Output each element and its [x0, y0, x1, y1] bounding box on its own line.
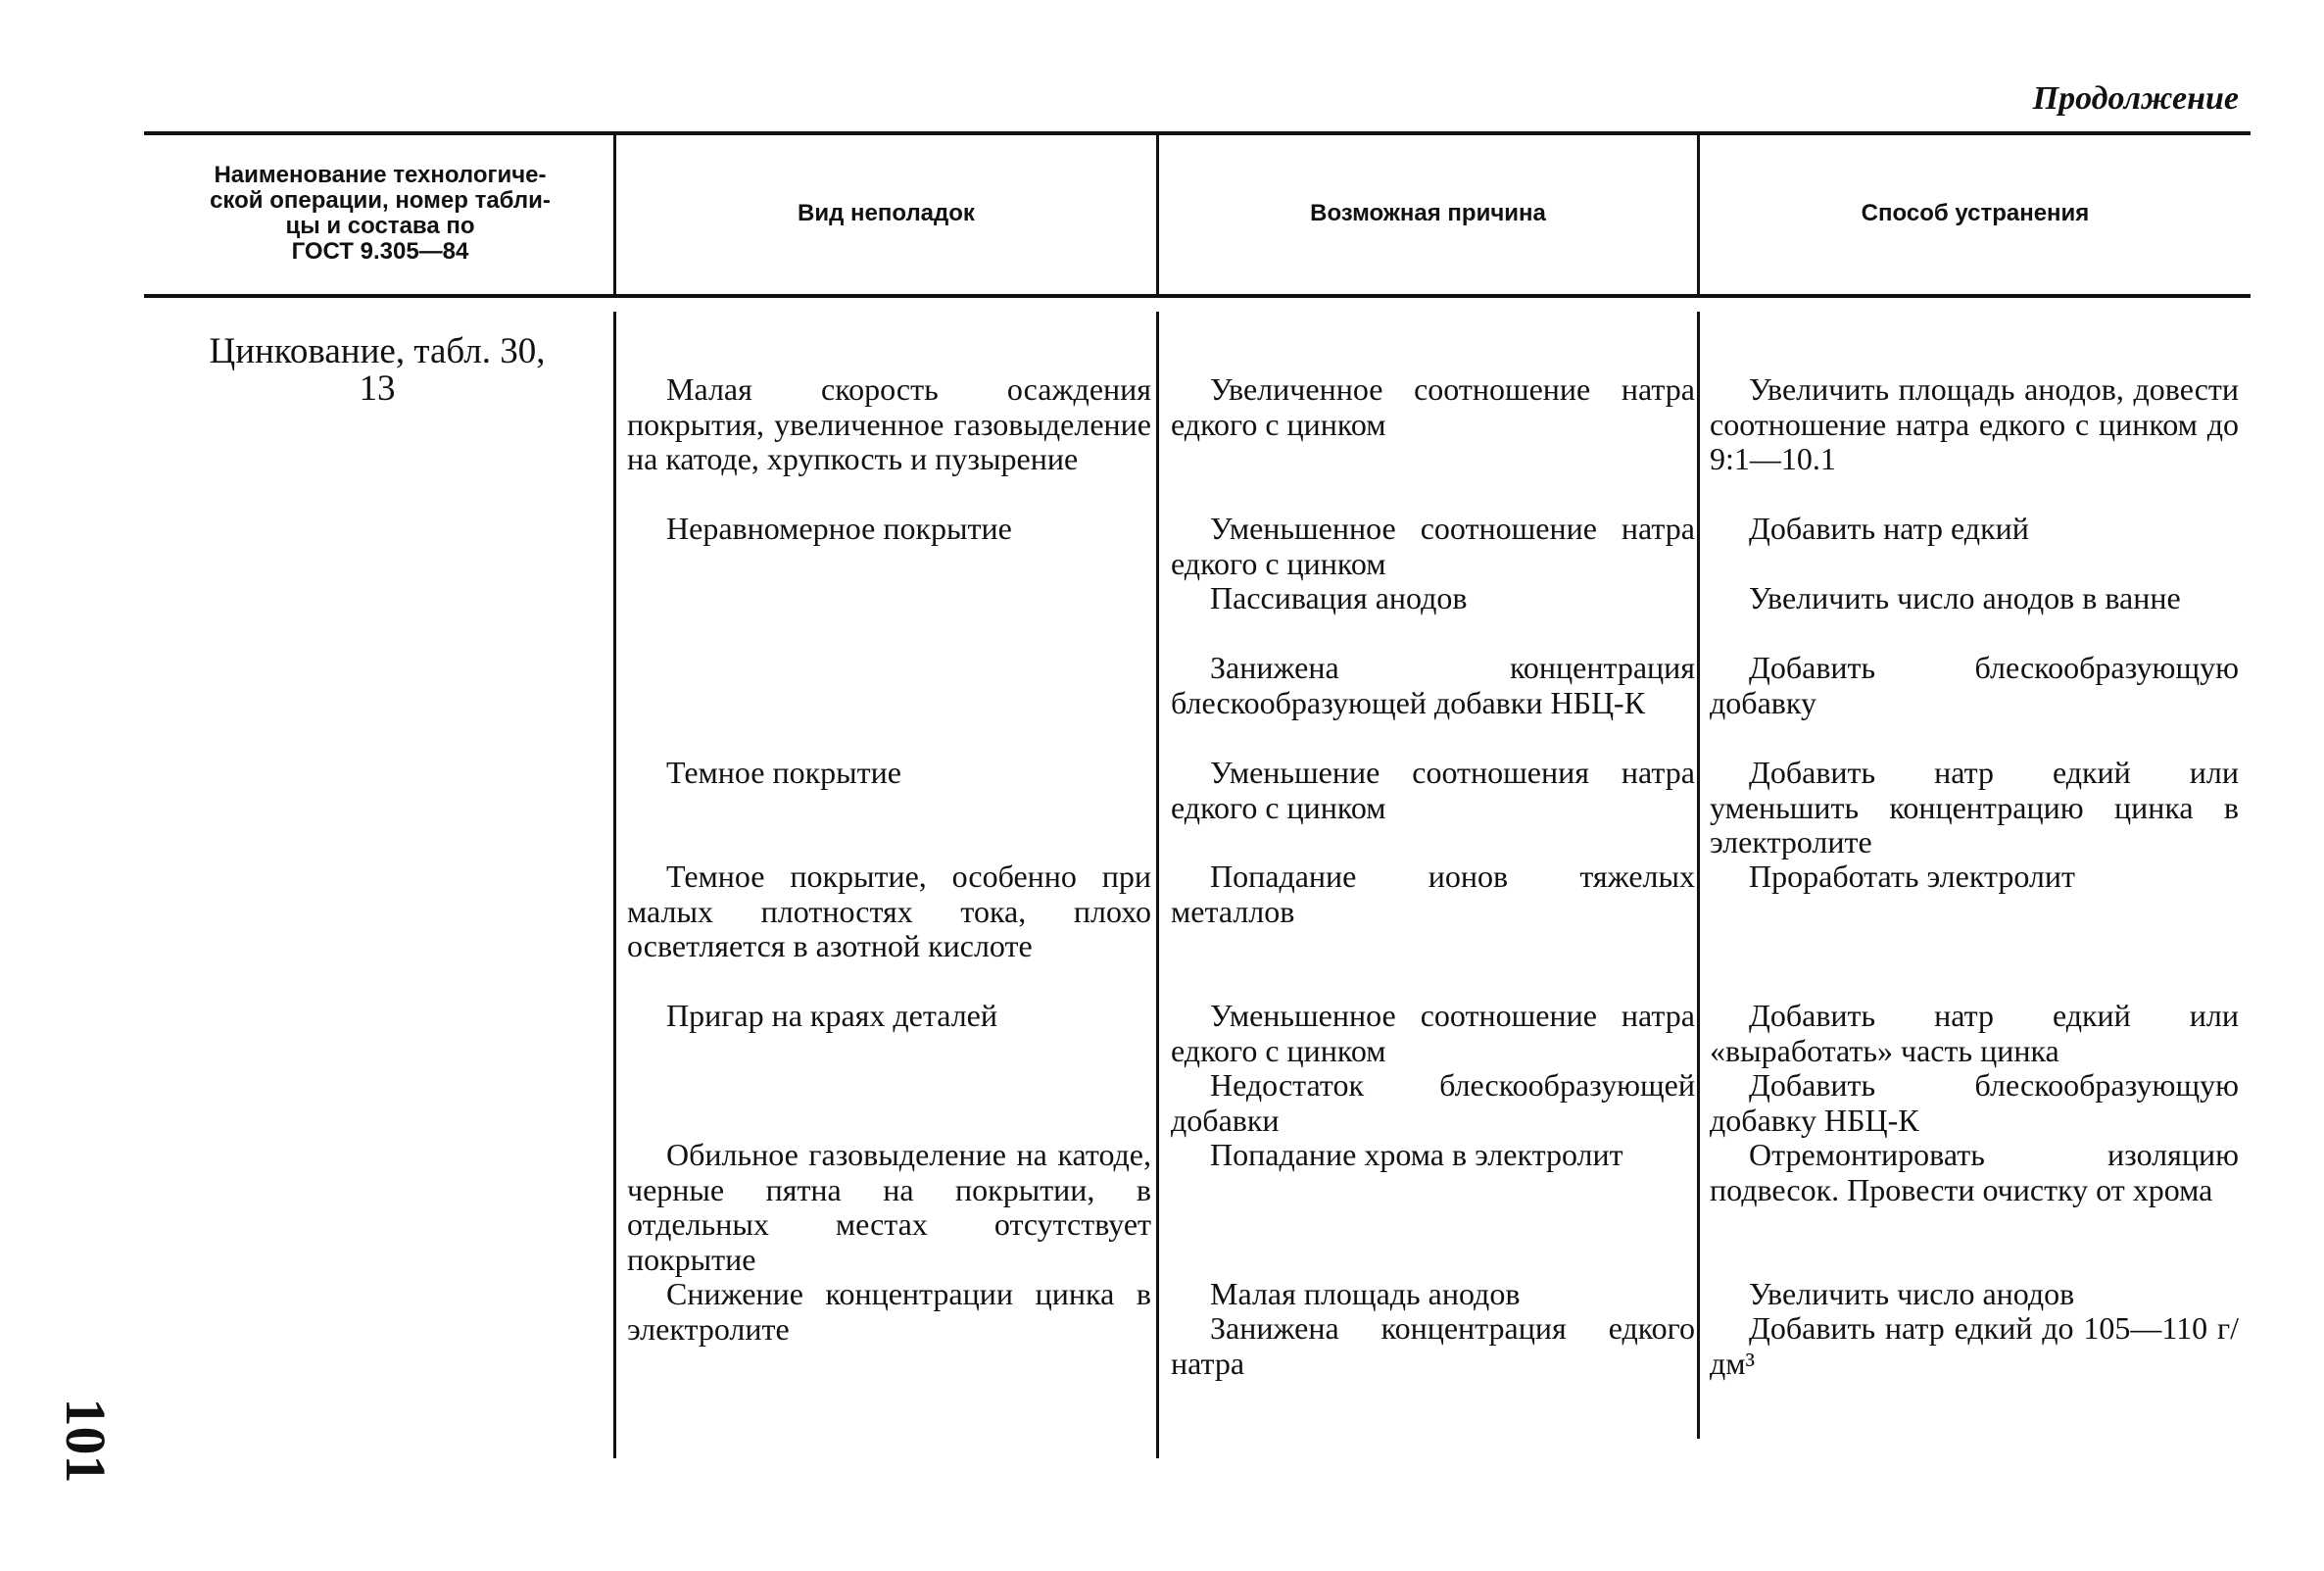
remedy-cell-text: Увеличить число анодов в ванне [1749, 580, 2181, 615]
remedy-cell [1710, 756, 2239, 860]
cause-cell [1171, 1138, 1695, 1173]
cause-cell-text: Попадание хрома в электролит [1210, 1137, 1623, 1172]
defect-cell [627, 859, 1151, 964]
cause-cell-text: Увеличенное соотношение натра едкого с цинком [1171, 371, 1695, 442]
cause-cell-text: Уменьшенное соотношение натра едкого с цинком [1171, 511, 1695, 581]
defect-cell-text: Малая скорость осаждения покрытия, увеличенное газовыделение на катоде, хрупкость и пузырение [627, 371, 1151, 476]
cause-cell-text: Малая площадь анодов [1210, 1276, 1521, 1311]
defect-cell-text: Неравномерное покрытие [666, 511, 1012, 546]
defect-cell [627, 512, 1151, 547]
continued-label: Продолжение [2032, 80, 2239, 117]
defect-cell [627, 1277, 1151, 1347]
cause-cell [1171, 1277, 1695, 1312]
defect-cell [627, 372, 1151, 477]
header-remedy [1700, 135, 2251, 292]
body-divider-2 [1156, 312, 1159, 1458]
remedy-cell [1710, 1138, 2239, 1207]
remedy-cell-text: Добавить натр едкий до 105—110 г/дм³ [1710, 1310, 2239, 1381]
remedy-cell-text: Добавить блескообразующую добавку НБЦ-К [1710, 1067, 2239, 1138]
remedy-cell [1710, 1311, 2239, 1381]
body-divider-1 [613, 312, 616, 1458]
defect-cell-text: Пригар на краях деталей [666, 998, 997, 1033]
remedy-cell-text: Увеличить число анодов [1749, 1276, 2075, 1311]
cause-cell [1171, 859, 1695, 929]
cause-cell [1171, 581, 1695, 616]
defect-cell-text: Темное покрытие, особенно при малых плотностях тока, плохо осветляется в азотной кислоте [627, 859, 1151, 963]
cause-cell [1171, 1311, 1695, 1381]
remedy-cell [1710, 581, 2239, 616]
remedy-cell-text: Добавить натр едкий или «выработать» часть цинка [1710, 998, 2239, 1068]
cause-cell-text: Занижена концентрация едкого натра [1171, 1310, 1695, 1381]
remedy-cell [1710, 859, 2239, 895]
cause-cell [1171, 651, 1695, 720]
header-defect [616, 135, 1156, 292]
cause-cell-text: Недостаток блескообразующей добавки [1171, 1067, 1695, 1138]
operation-cell [157, 333, 598, 408]
defect-cell [627, 1138, 1151, 1277]
cause-cell [1171, 372, 1695, 442]
page-number: 101 [54, 1398, 118, 1484]
cause-cell-text: Попадание ионов тяжелых металлов [1171, 859, 1695, 929]
cause-cell-text: Занижена концентрация блескообразующей добавки НБЦ-К [1171, 650, 1695, 720]
remedy-cell-text: Отремонтировать изоляцию подвесок. Провести очистку от хрома [1710, 1137, 2239, 1207]
header-operation-line: ГОСТ 9.305—84 [291, 238, 469, 265]
operation-number: 13 [359, 368, 396, 409]
cause-cell-text: Уменьшение соотношения натра едкого с цинком [1171, 755, 1695, 825]
remedy-cell [1710, 372, 2239, 477]
cause-cell [1171, 756, 1695, 825]
remedy-cell-text: Увеличить площадь анодов, довести соотношение натра едкого с цинком до 9:1—10.1 [1710, 371, 2239, 476]
remedy-cell-text: Добавить натр едкий или уменьшить концентрацию цинка в электролите [1710, 755, 2239, 859]
defect-cell [627, 756, 1151, 791]
header-defect-label: Вид неполадок [798, 200, 975, 226]
remedy-cell-text: Добавить блескообразующую добавку [1710, 650, 2239, 720]
remedy-cell-text: Проработать электролит [1749, 859, 2075, 894]
remedy-cell [1710, 512, 2239, 547]
remedy-cell [1710, 1068, 2239, 1138]
remedy-cell [1710, 1277, 2239, 1312]
header-bottom-rule [144, 294, 2251, 298]
header-operation-line: цы и состава по [285, 213, 475, 239]
defect-cell-text: Снижение концентрации цинка в электролите [627, 1276, 1151, 1347]
remedy-cell [1710, 999, 2239, 1068]
header-cause [1159, 135, 1697, 292]
header-cause-label: Возможная причина [1310, 200, 1546, 226]
cause-cell-text: Пассивация анодов [1210, 580, 1468, 615]
cause-cell [1171, 512, 1695, 581]
cause-cell [1171, 1068, 1695, 1138]
defect-cell-text: Темное покрытие [666, 755, 901, 790]
remedy-cell [1710, 651, 2239, 720]
body-divider-3 [1697, 312, 1700, 1439]
cause-cell-text: Уменьшенное соотношение натра едкого с цинком [1171, 998, 1695, 1068]
header-operation [147, 135, 613, 292]
header-operation-line: Наименование технологиче- [214, 162, 547, 188]
defect-cell-text: Обильное газовыделение на катоде, черные пятна на покрытии, в отдельных местах отсутствует покрытие [627, 1137, 1151, 1277]
remedy-cell-text: Добавить натр едкий [1749, 511, 2029, 546]
defect-cell [627, 999, 1151, 1034]
operation-name: Цинкование, табл. 30, [209, 331, 546, 371]
cause-cell [1171, 999, 1695, 1068]
header-operation-line: ской операции, номер табли- [210, 187, 551, 214]
header-remedy-label: Способ устранения [1861, 200, 2090, 226]
